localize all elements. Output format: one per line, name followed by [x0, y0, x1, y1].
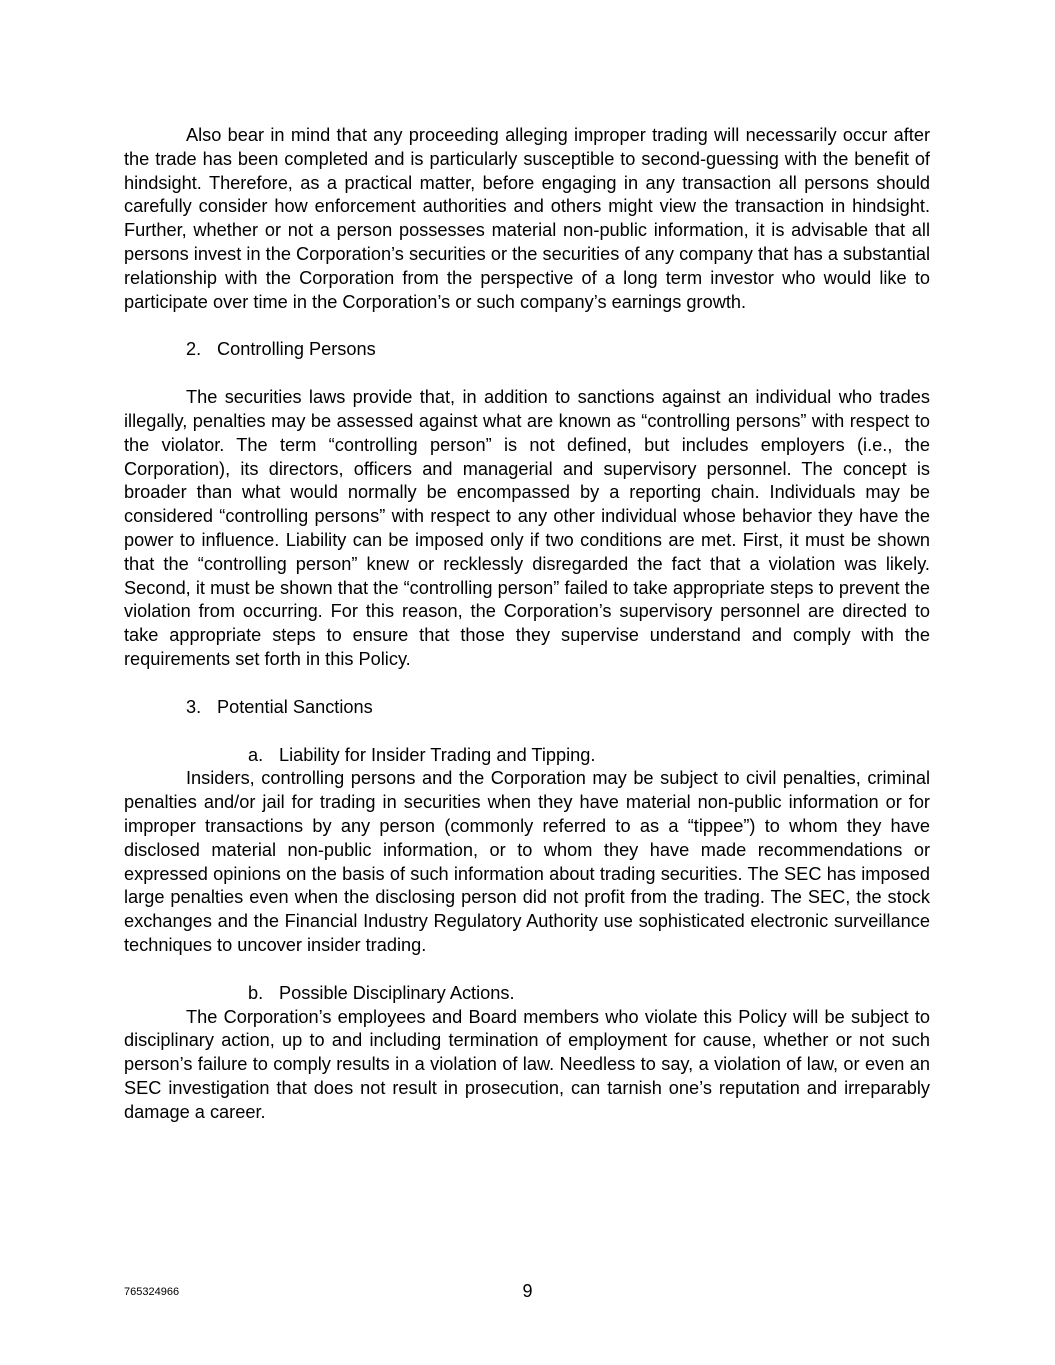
section-title: Potential Sanctions: [217, 696, 373, 717]
paragraph-liability: Insiders, controlling persons and the Corporation may be subject to civil penalties, criminal penalties and/or jail for trading in securities when they have material non-public information or for improper transactions by any person (commonly referred to as a “tippee”) to whom they have disclosed material non-public information, or to whom they have made recommendations or expressed opinions on the basis of such information about trading securities. The SEC has imposed large penalties even when the disclosing person did not profit from the trading. The SEC, the stock exchanges and the Financial Industry Regulatory Authority use sophisticated electronic surveillance techniques to uncover insider trading.: [124, 768, 930, 955]
subsection-title: Liability for Insider Trading and Tipping.: [279, 744, 596, 765]
section-title: Controlling Persons: [217, 339, 376, 360]
page-number: 9: [522, 1281, 533, 1301]
subsection-heading-disciplinary: [124, 982, 930, 1006]
section-heading-potential-sanctions: [124, 696, 930, 720]
subsection-letter: b.: [248, 982, 264, 1003]
subsection-letter: a.: [248, 744, 264, 765]
section-number: 3.: [186, 696, 202, 717]
paragraph-controlling-persons: The securities laws provide that, in addition to sanctions against an individual who trades illegally, penalties may be assessed against what are known as “controlling persons” with respect to the violator. The term “controlling person” is not defined, but includes employers (i.e., the Corporation), its directors, officers and managerial and supervisory personnel. The concept is broader than what would normally be encompassed by a reporting chain. Individuals may be considered “controlling persons” with respect to any other individual whose behavior they have the power to influence. Liability can be imposed only if two conditions are met. First, it must be shown that the “controlling person” knew or recklessly disregarded the fact that a violation was likely. Second, it must be shown that the “controlling person” failed to take appropriate steps to prevent the violation from occurring. For this reason, the Corporation’s supervisory personnel are directed to take appropriate steps to ensure that those they supervise understand and comply with the requirements set forth in this Policy.: [124, 387, 930, 669]
document-page: [124, 124, 930, 1124]
document-id: 765324966: [124, 1286, 180, 1298]
subsection-title: Possible Disciplinary Actions.: [279, 982, 515, 1003]
spacer: [124, 672, 930, 696]
paragraph-disciplinary: The Corporation’s employees and Board members who violate this Policy will be subject to disciplinary action, up to and including termination of employment for cause, whether or not such person’s failure to comply results in a violation of law. Needless to say, a violation of law, or even an SEC investigation that does not result in prosecution, can tarnish one’s reputation and irreparably damage a career.: [124, 1006, 930, 1122]
section-heading-controlling-persons: [124, 338, 930, 362]
subsection-heading-liability: [124, 744, 930, 768]
section-number: 2.: [186, 339, 202, 360]
paragraph-hindsight: Also bear in mind that any proceeding alleging improper trading will necessarily occur after the trade has been completed and is particularly susceptible to second-guessing with the benefit of hindsight. Therefore, as a practical matter, before engaging in any transaction all persons should carefully consider how enforcement authorities and others might view the transaction in hindsight. Further, whether or not a person possesses material non-public information, it is advisable that all persons invest in the Corporation’s securities or the securities of any company that has a substantial relationship with the Corporation from the perspective of a long term investor who would like to participate over time in the Corporation’s or such company’s earnings growth.: [124, 125, 930, 312]
spacer: [124, 720, 930, 744]
spacer: [124, 314, 930, 338]
spacer: [124, 362, 930, 386]
spacer: [124, 958, 930, 982]
